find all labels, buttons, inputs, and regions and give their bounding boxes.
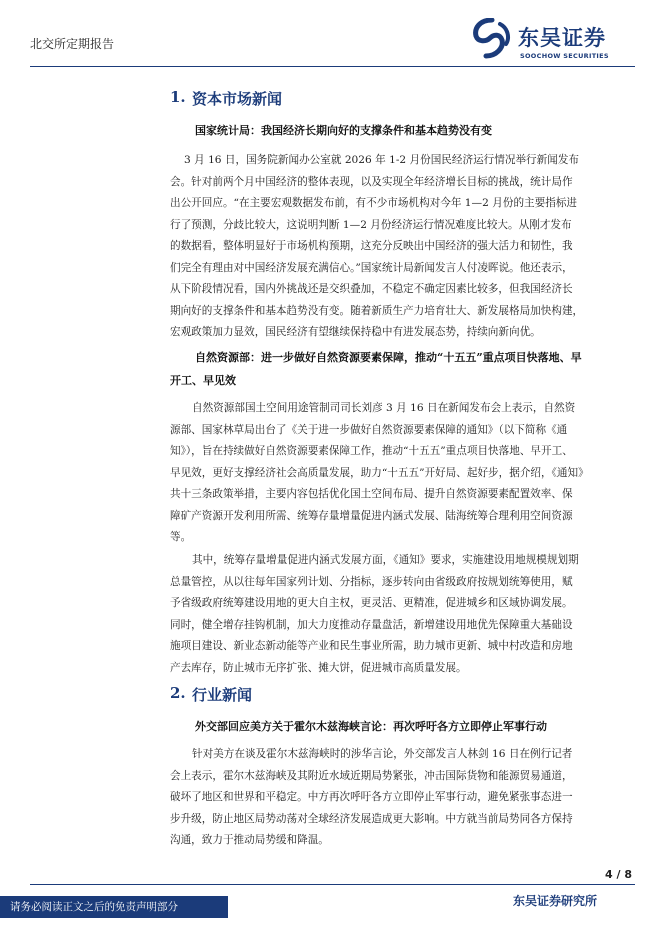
- section-number: 2.: [170, 684, 186, 702]
- paragraph-line: 早见效，更好支撑经济社会高质量发展，助力“十五五”开好局、起好步，据介绍，《通知》: [170, 466, 589, 479]
- paragraph-line: 的数据看，整体明显好于市场机构预期，这充分反映出中国经济的强大活力和韧性，我: [170, 240, 573, 252]
- paragraph-line: 总量管控，从以往每年国家列计划、分指标，逐步转向由省级政府按规划统筹使用，赋: [170, 575, 573, 588]
- paragraph-line: 其中，统筹存量增量促进内涵式发展方面，《通知》要求，实施建设用地规模规划期: [192, 554, 579, 566]
- paragraph-line: 产去库存，防止城市无序扩张、摊大饼，促进城市高质量发展。: [170, 661, 467, 674]
- paragraph-line: 们完全有理由对中国经济发展充满信心。”国家统计局新闻发言人付凌晖说。他还表示，: [170, 261, 573, 274]
- news-headline-cont: 开工、早见效: [170, 374, 236, 387]
- paragraph-line: 知》），旨在持续做好自然资源要素保障工作，推动“十五五”重点项目快落地、早开工、: [170, 445, 573, 457]
- header-divider: [30, 66, 635, 67]
- section-title: 资本市场新闻: [192, 90, 283, 108]
- news-headline: 外交部回应美方关于霍尔木兹海峡言论：再次呼吁各方立即停止军事行动: [195, 720, 547, 733]
- paragraph-line: 针对美方在谈及霍尔木兹海峡时的涉华言论，外交部发言人林剑 16 日在例行记者: [192, 748, 573, 760]
- logo-subtext: SOOCHOW SECURITIES: [520, 52, 609, 60]
- disclaimer-banner: 请务必阅读正文之后的免责声明部分: [0, 896, 228, 918]
- paragraph-line: 行了预测，分歧比较大，这说明判断 1—2 月份经济运行情况难度比较大。从刚才发布: [170, 218, 572, 231]
- paragraph-line: 同时，健全增存挂钩机制，加大力度推动存量盘活，新增建设用地优先保障重大基础设: [170, 618, 573, 631]
- page-number: 4 / 8: [605, 868, 632, 881]
- section-number: 1.: [170, 88, 186, 106]
- news-headline: 国家统计局：我国经济长期向好的支撑条件和基本趋势没有变: [195, 124, 492, 137]
- paragraph-line: 等。: [170, 531, 192, 543]
- research-institute-name: 东吴证券研究所: [513, 894, 598, 908]
- paragraph-line: 步升级，防止地区局势动荡对全球经济发展造成更大影响。中方就当前局势同各方保持: [170, 812, 573, 825]
- logo-text: 东吴证券: [518, 26, 606, 50]
- paragraph-line: 出公开回应。“在主要宏观数据发布前，有不少市场机构对今年 1—2 月份的主要指标进: [170, 197, 578, 209]
- paragraph-line: 施项目建设、新业态新动能等产业和民生事业所需，助力城市更新、城中村改造和房地: [170, 640, 573, 652]
- logo-mark-icon: [470, 18, 514, 60]
- section-title: 行业新闻: [192, 686, 253, 704]
- news-body: [170, 398, 615, 549]
- paragraph-line: 自然资源部国土空间用途管制司司长刘彦 3 月 16 日在新闻发布会上表示，自然资: [192, 402, 576, 414]
- paragraph-line: 破坏了地区和世界和平稳定。中方再次呼吁各方立即停止军事行动，避免紧张事态进一: [170, 791, 573, 803]
- paragraph-line: 3 月 16 日，国务院新闻办公室就 2026 年 1-2 月份国民经济运行情况举行新闻发布: [184, 154, 580, 166]
- paragraph-line: 宏观政策加力显效，国民经济有望继续保持稳中有进发展态势，持续向新向优。: [170, 326, 541, 338]
- paragraph-line: 沟通，致力于推动局势缓和降温。: [170, 834, 329, 846]
- paragraph-line: 共十三条政策举措，主要内容包括优化国土空间布局、提升自然资源要素配置效率、保: [170, 488, 573, 500]
- paragraph-line: 会。针对前两个月中国经济的整体表现，以及实现全年经济增长目标的挑战，统计局作: [170, 175, 573, 188]
- bottom-bar: [0, 918, 662, 936]
- paragraph-line: 从下阶段情况看，国内外挑战还是交织叠加，不稳定不确定因素比较多，但我国经济长: [170, 283, 573, 295]
- paragraph-line: 期向好的支撑条件和基本趋势没有变。随着新质生产力培育壮大、新发展格局加快构建，: [170, 304, 584, 317]
- news-headline: 自然资源部：进一步做好自然资源要素保障，推动“十五五”重点项目快落地、早: [195, 351, 582, 364]
- footer-divider: [30, 884, 635, 885]
- paragraph-line: 会上表示，霍尔木兹海峡及其附近水域近期局势紧张，冲击国际货物和能源贸易通道，: [170, 769, 573, 782]
- paragraph-line: 障矿产资源开发利用所需、统筹存量增量促进内涵式发展、陆海统筹合理利用空间资源: [170, 509, 573, 522]
- report-type-label: 北交所定期报告: [30, 37, 115, 51]
- news-body: [170, 744, 615, 852]
- paragraph-line: 源部、国家林草局出台了《关于进一步做好自然资源要素保障的通知》（以下简称《通: [170, 423, 568, 436]
- news-body: [170, 550, 615, 679]
- news-body: [170, 150, 615, 344]
- paragraph-line: 予省级政府统筹建设用地的更大自主权，更灵活、更精准，促进城乡和区域协调发展。: [170, 597, 573, 609]
